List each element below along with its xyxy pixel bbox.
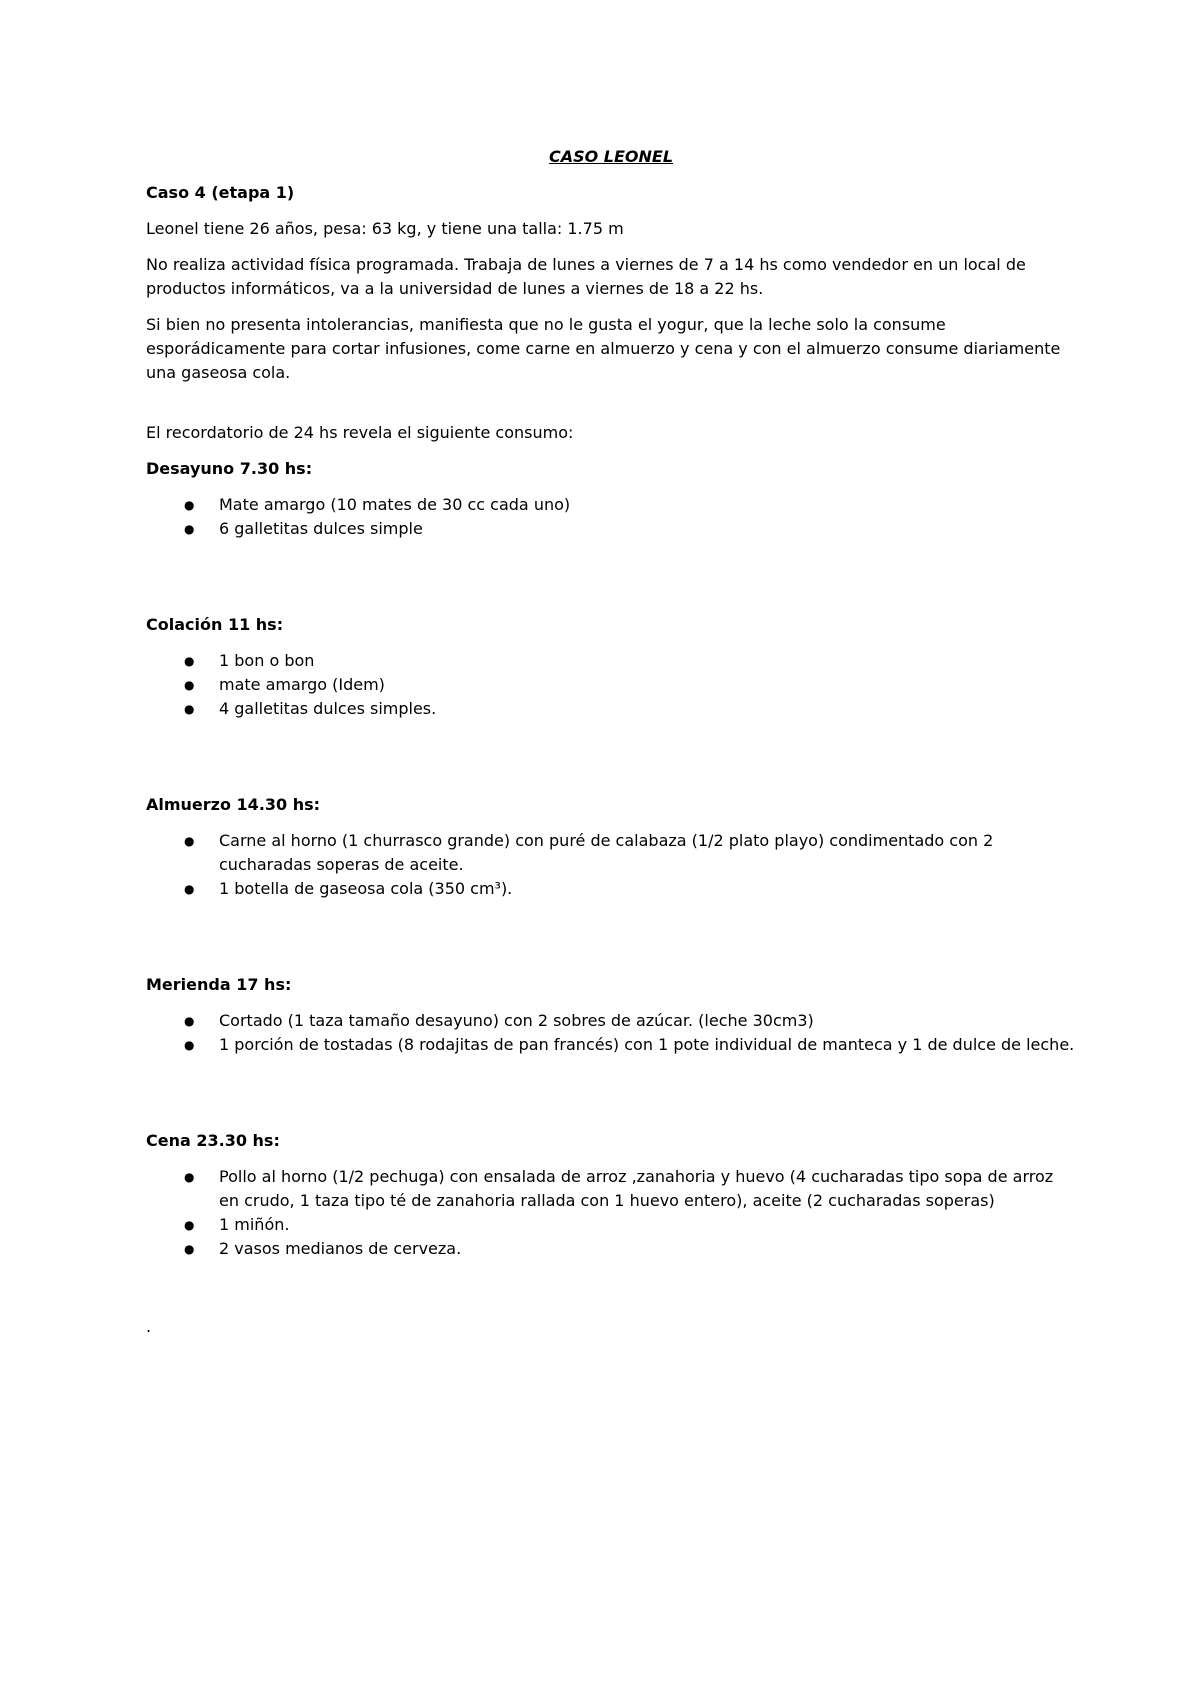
meal-colacion bbox=[146, 613, 1076, 721]
meal-item: ● Cortado (1 taza tamaño desayuno) con 2 sobres de azúcar. (leche 30cm3) bbox=[146, 1009, 1076, 1033]
meal-title: Colación 11 hs: bbox=[146, 615, 284, 634]
meal-title: Merienda 17 hs: bbox=[146, 975, 292, 994]
meal-item-list bbox=[146, 649, 1076, 721]
meal-title: Desayuno 7.30 hs: bbox=[146, 459, 313, 478]
meal-item: ● Carne al horno (1 churrasco grande) con puré de calabaza (1/2 plato playo) condimentado con 2 cucharadas soperas de aceite. bbox=[146, 829, 1076, 877]
meal-item: ● Mate amargo (10 mates de 30 cc cada uno) bbox=[146, 493, 1076, 517]
meal-merienda bbox=[146, 973, 1076, 1057]
document-page bbox=[146, 145, 1076, 1339]
meal-item: ● 2 vasos medianos de cerveza. bbox=[146, 1237, 1076, 1261]
meal-item: ● 1 botella de gaseosa cola (350 cm³). bbox=[146, 877, 1076, 901]
case-subtitle: Caso 4 (etapa 1) bbox=[146, 183, 295, 202]
meal-item-list bbox=[146, 1165, 1076, 1261]
meal-cena bbox=[146, 1129, 1076, 1261]
meal-title: Almuerzo 14.30 hs: bbox=[146, 795, 321, 814]
meal-item: ● 4 galletitas dulces simples. bbox=[146, 697, 1076, 721]
trailing-mark: . bbox=[146, 1317, 152, 1336]
meal-item: ● 1 bon o bon bbox=[146, 649, 1076, 673]
meal-item-list bbox=[146, 1009, 1076, 1057]
paragraph-preferences: Si bien no presenta intolerancias, manifiesta que no le gusta el yogur, que la leche solo la consume esporádicamente para cortar infusiones, come carne en almuerzo y cena y con el almuerzo consume diariamente una gaseosa cola. bbox=[146, 315, 1061, 382]
meal-desayuno bbox=[146, 457, 1076, 541]
meal-item: ● 1 miñón. bbox=[146, 1213, 1076, 1237]
meal-item-list bbox=[146, 493, 1076, 541]
meal-item-list bbox=[146, 829, 1076, 901]
meal-item: ● Pollo al horno (1/2 pechuga) con ensalada de arroz ,zanahoria y huevo (4 cucharadas tipo sopa de arroz en crudo, 1 taza tipo té de zanahoria rallada con 1 huevo entero), aceite (2 cucharadas soperas) bbox=[146, 1165, 1076, 1213]
meal-item: ● mate amargo (Idem) bbox=[146, 673, 1076, 697]
recall-intro: El recordatorio de 24 hs revela el siguiente consumo: bbox=[146, 423, 574, 442]
document-title: CASO LEONEL bbox=[548, 147, 674, 166]
meal-item: ● 6 galletitas dulces simple bbox=[146, 517, 1076, 541]
paragraph-patient-data: Leonel tiene 26 años, pesa: 63 kg, y tiene una talla: 1.75 m bbox=[146, 219, 624, 238]
meal-almuerzo bbox=[146, 793, 1076, 901]
meal-title: Cena 23.30 hs: bbox=[146, 1131, 280, 1150]
paragraph-activity: No realiza actividad física programada. Trabaja de lunes a viernes de 7 a 14 hs como vendedor en un local de productos informáticos, va a la universidad de lunes a viernes de 18 a 22 hs. bbox=[146, 255, 1026, 298]
meal-item: ● 1 porción de tostadas (8 rodajitas de pan francés) con 1 pote individual de manteca y 1 de dulce de leche. bbox=[146, 1033, 1076, 1057]
